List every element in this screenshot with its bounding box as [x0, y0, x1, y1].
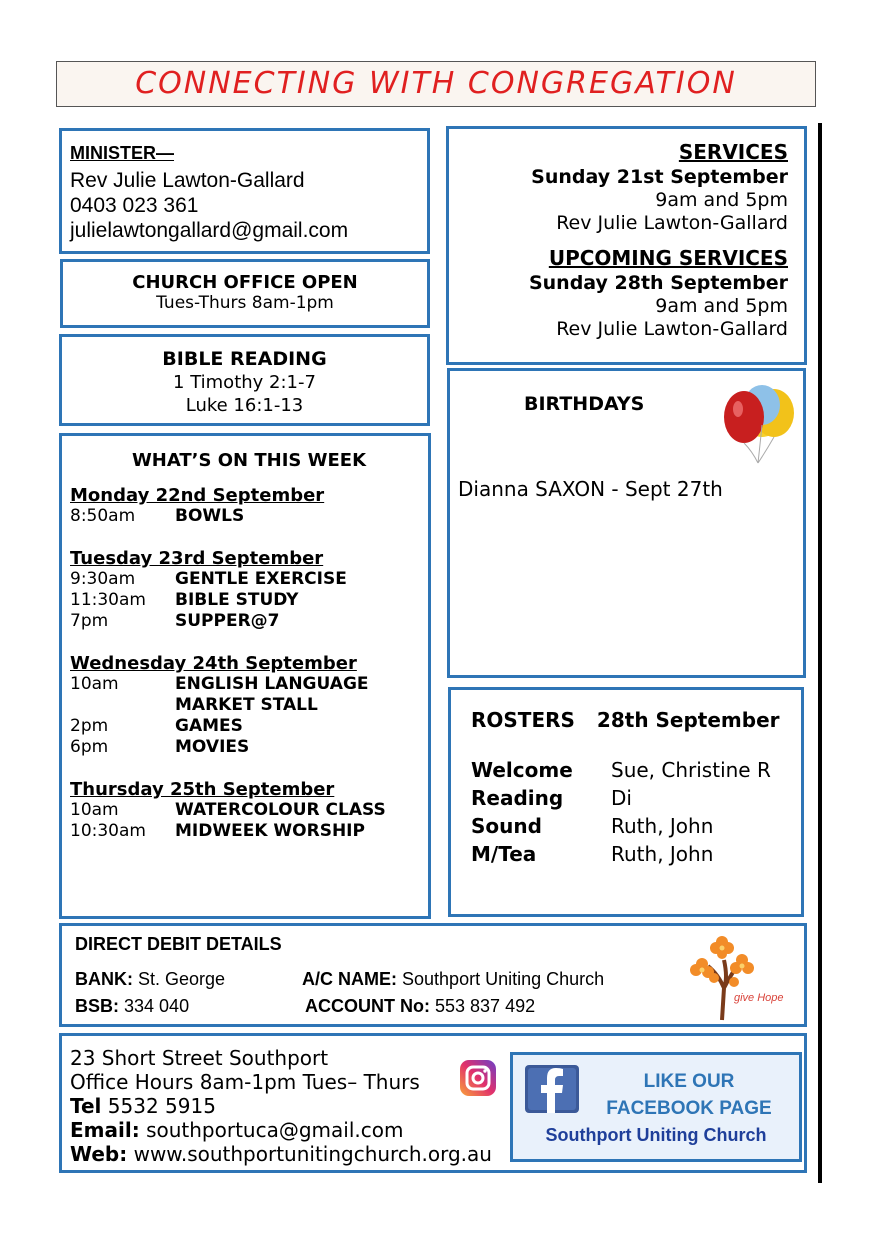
roster-role: M/Tea	[471, 842, 537, 866]
whats-on-box	[59, 433, 431, 919]
event-time: 10am	[70, 674, 119, 694]
day-heading: Tuesday 23rd September	[70, 548, 324, 569]
birthdays-box	[447, 368, 806, 678]
minister-name: Rev Julie Lawton-Gallard	[70, 169, 305, 192]
upcoming-services-leader: Rev Julie Lawton-Gallard	[556, 318, 788, 340]
event-time: 6pm	[70, 737, 109, 757]
event-name: GAMES	[175, 716, 243, 736]
rosters-header	[471, 708, 801, 732]
event-row	[70, 674, 428, 695]
balloons-icon	[722, 379, 802, 465]
upcoming-services-heading: UPCOMING SERVICES	[548, 246, 788, 270]
bank-label: BANK:	[75, 969, 133, 989]
birthday-entry: Dianna SAXON - Sept 27th	[458, 477, 723, 501]
minister-email: julielawtongallard@gmail.com	[70, 219, 349, 242]
bank-value: St. George	[138, 969, 226, 989]
rosters-heading: ROSTERS	[471, 708, 575, 732]
event-time: 10am	[70, 800, 119, 820]
facebook-cta-line2: FACEBOOK PAGE	[606, 1098, 772, 1119]
page-title-bar	[56, 61, 816, 107]
roster-row	[471, 784, 801, 812]
event-time: 7pm	[70, 611, 109, 631]
roster-row	[471, 756, 801, 784]
roster-names: Ruth, John	[611, 814, 714, 838]
church-office-heading: CHURCH OFFICE OPEN	[132, 272, 358, 293]
roster-role: Welcome	[471, 758, 573, 782]
web-label: Web:	[70, 1142, 128, 1166]
facebook-cta-line1: LIKE OUR	[643, 1071, 735, 1092]
event-time: 9:30am	[70, 569, 136, 589]
day-heading: Monday 22nd September	[70, 485, 325, 506]
facebook-page-name[interactable]: Southport Uniting Church	[545, 1125, 767, 1145]
bsb-label: BSB:	[75, 996, 119, 1016]
event-row	[70, 569, 428, 590]
services-times: 9am and 5pm	[655, 189, 788, 211]
account-name-line	[302, 969, 604, 990]
roster-row	[471, 840, 801, 868]
direct-debit-heading: DIRECT DEBIT DETAILS	[75, 934, 282, 954]
services-date: Sunday 21st September	[531, 166, 788, 188]
account-name-label: A/C NAME:	[302, 969, 397, 989]
day-heading: Thursday 25th September	[70, 779, 335, 800]
event-name: MIDWEEK WORSHIP	[175, 821, 365, 841]
upcoming-services-date: Sunday 28th September	[528, 272, 788, 294]
contact-address: 23 Short Street Southport	[70, 1046, 329, 1070]
page-title: CONNECTING WITH CONGREGATION	[135, 66, 737, 101]
bank-line	[75, 969, 225, 990]
event-name: GENTLE EXERCISE	[175, 569, 347, 589]
roster-role: Sound	[471, 814, 542, 838]
services-heading: SERVICES	[678, 140, 788, 164]
direct-debit-box	[59, 923, 807, 1027]
bible-reading-box	[59, 334, 430, 426]
facebook-box[interactable]	[510, 1052, 802, 1162]
event-time: 11:30am	[70, 590, 146, 610]
tel-value: 5532 5915	[107, 1094, 216, 1118]
event-row	[70, 821, 428, 842]
right-margin-rule	[818, 123, 822, 1183]
minister-phone: 0403 023 361	[70, 194, 199, 217]
give-hope-tree-icon	[688, 930, 798, 1024]
give-hope-logo-text: give Hope	[734, 992, 784, 1004]
minister-box	[59, 128, 430, 254]
facebook-cta	[583, 1068, 795, 1122]
event-name: SUPPER@7	[175, 611, 280, 631]
event-name: BIBLE STUDY	[175, 590, 299, 610]
roster-names: Di	[611, 786, 632, 810]
event-row	[70, 800, 428, 821]
event-row	[70, 716, 428, 737]
account-name-value: Southport Uniting Church	[402, 969, 605, 989]
schedule	[70, 485, 428, 842]
whats-on-heading: WHAT’S ON THIS WEEK	[131, 450, 367, 471]
bsb-line	[75, 996, 189, 1017]
event-name: MOVIES	[175, 737, 250, 757]
account-number-label: ACCOUNT No:	[305, 996, 430, 1016]
rosters-box	[448, 687, 804, 917]
bible-reading-1: 1 Timothy 2:1-7	[173, 372, 316, 393]
event-name: WATERCOLOUR CLASS	[175, 800, 386, 820]
event-row	[70, 611, 428, 632]
event-time	[70, 695, 175, 716]
email-value[interactable]: southportuca@gmail.com	[146, 1118, 404, 1142]
bsb-value: 334 040	[124, 996, 190, 1016]
roster-names: Sue, Christine R	[611, 758, 771, 782]
minister-heading: MINISTER—	[70, 143, 175, 163]
services-box	[446, 126, 807, 365]
event-name: ENGLISH LANGUAGE	[175, 674, 369, 694]
rosters-date: 28th September	[596, 708, 780, 732]
account-number-line	[305, 996, 535, 1017]
roster-row	[471, 812, 801, 840]
event-row	[70, 737, 428, 758]
birthdays-heading: BIRTHDAYS	[524, 393, 645, 415]
roster-list	[471, 756, 801, 868]
upcoming-services-times: 9am and 5pm	[655, 295, 788, 317]
day-heading: Wednesday 24th September	[70, 653, 357, 674]
web-value[interactable]: www.southportunitingchurch.org.au	[133, 1142, 492, 1166]
event-name: BOWLS	[175, 506, 245, 526]
tel-label: Tel	[70, 1094, 102, 1118]
event-row	[70, 506, 428, 527]
email-label: Email:	[70, 1118, 140, 1142]
services-leader: Rev Julie Lawton-Gallard	[556, 212, 788, 234]
bible-reading-heading: BIBLE READING	[162, 348, 327, 370]
instagram-icon[interactable]	[459, 1059, 497, 1097]
event-row	[70, 590, 428, 611]
church-office-hours: Tues-Thurs 8am-1pm	[156, 293, 334, 313]
account-number-value: 553 837 492	[435, 996, 536, 1016]
roster-names: Ruth, John	[611, 842, 714, 866]
event-name: MARKET STALL	[175, 695, 318, 715]
roster-role: Reading	[471, 786, 564, 810]
event-time: 10:30am	[70, 821, 146, 841]
event-time: 8:50am	[70, 506, 136, 526]
event-time: 2pm	[70, 716, 109, 736]
bible-reading-2: Luke 16:1-13	[185, 395, 304, 416]
event-row	[70, 695, 428, 716]
contact-office-hours: Office Hours 8am-1pm Tues– Thurs	[70, 1070, 420, 1094]
church-office-box	[60, 259, 430, 328]
facebook-icon[interactable]	[525, 1065, 579, 1113]
